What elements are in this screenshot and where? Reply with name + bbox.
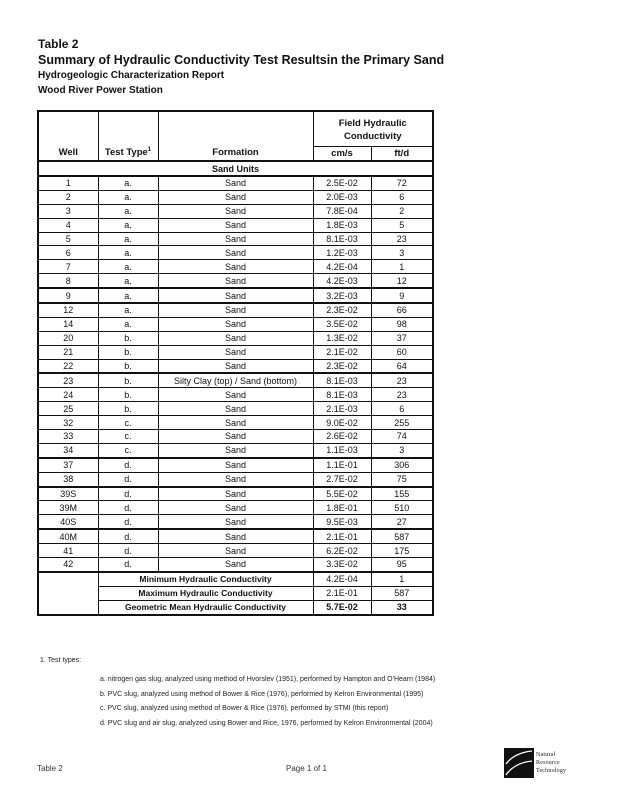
cell-test-type: c. — [98, 416, 158, 430]
table-row — [38, 288, 433, 303]
cell-ftd: 95 — [371, 558, 433, 572]
cell-cms: 4.2E-04 — [313, 260, 371, 274]
hydraulic-conductivity-table — [37, 110, 434, 616]
cell-well: 40S — [38, 515, 98, 529]
cell-ftd: 175 — [371, 544, 433, 558]
footer-table-label: Table 2 — [37, 764, 63, 773]
cell-test-type: a. — [98, 218, 158, 232]
summary-cms: 2.1E-01 — [313, 586, 371, 600]
table-row — [38, 487, 433, 501]
cell-test-type: a. — [98, 232, 158, 246]
cell-well: 32 — [38, 416, 98, 430]
table-row — [38, 176, 433, 190]
cell-well: 40M — [38, 529, 98, 543]
cell-formation: Sand — [158, 515, 313, 529]
cell-formation: Silty Clay (top) / Sand (bottom) — [158, 373, 313, 387]
cell-formation: Sand — [158, 402, 313, 416]
cell-test-type: d. — [98, 458, 158, 472]
table-row — [38, 232, 433, 246]
cell-cms: 2.0E-03 — [313, 190, 371, 204]
cell-test-type: b. — [98, 359, 158, 373]
table-row — [38, 443, 433, 457]
table-row — [38, 260, 433, 274]
cell-cms: 3.5E-02 — [313, 317, 371, 331]
cell-cms: 2.5E-02 — [313, 176, 371, 190]
table-title: Summary of Hydraulic Conductivity Test Resultsin the Primary Sand — [38, 53, 445, 67]
summary-ftd: 33 — [371, 600, 433, 614]
cell-well: 34 — [38, 443, 98, 457]
cell-test-type: a. — [98, 246, 158, 260]
cell-ftd: 306 — [371, 458, 433, 472]
cell-ftd: 255 — [371, 416, 433, 430]
cell-cms: 2.1E-03 — [313, 402, 371, 416]
table-row — [38, 359, 433, 373]
cell-test-type: c. — [98, 443, 158, 457]
cell-formation: Sand — [158, 260, 313, 274]
cell-well: 12 — [38, 303, 98, 317]
cell-test-type: d. — [98, 487, 158, 501]
footnote-marker: 1 — [147, 146, 152, 153]
cell-cms: 1.8E-03 — [313, 218, 371, 232]
cell-test-type: b. — [98, 345, 158, 359]
cell-well: 14 — [38, 317, 98, 331]
logo-line-1: Natural — [536, 752, 556, 758]
cell-test-type: a. — [98, 317, 158, 331]
footnote-item-a: a. nitrogen gas slug, analyzed using method of Hvorslev (1951), performed by Hampton and O'Hearn (1984) — [100, 676, 436, 683]
table-row — [38, 402, 433, 416]
table-row — [38, 345, 433, 359]
cell-formation: Sand — [158, 388, 313, 402]
table-row — [38, 458, 433, 472]
cell-well: 25 — [38, 402, 98, 416]
cell-well: 9 — [38, 288, 98, 303]
cell-test-type: a. — [98, 176, 158, 190]
summary-row — [38, 586, 433, 600]
cell-ftd: 6 — [371, 190, 433, 204]
cell-formation: Sand — [158, 190, 313, 204]
cell-formation: Sand — [158, 443, 313, 457]
company-logo — [504, 748, 584, 778]
summary-row — [38, 572, 433, 586]
footnote-title: 1. Test types: — [40, 657, 82, 664]
cell-well: 33 — [38, 430, 98, 444]
logo-line-2: Resource — [536, 760, 560, 766]
cell-well: 24 — [38, 388, 98, 402]
cell-cms: 8.1E-03 — [313, 373, 371, 387]
cell-formation: Sand — [158, 274, 313, 288]
cell-cms: 5.5E-02 — [313, 487, 371, 501]
cell-ftd: 60 — [371, 345, 433, 359]
summary-cms: 4.2E-04 — [313, 572, 371, 586]
cell-ftd: 74 — [371, 430, 433, 444]
cell-formation: Sand — [158, 204, 313, 218]
table-row — [38, 430, 433, 444]
summary-blank-cell — [38, 572, 98, 615]
footnote-item-c: c. PVC slug, analyzed using method of Bower & Rice (1976), performed by STMI (this report) — [100, 705, 389, 712]
cell-well: 20 — [38, 331, 98, 345]
table-row — [38, 274, 433, 288]
cell-formation: Sand — [158, 558, 313, 572]
cell-test-type: b. — [98, 402, 158, 416]
cell-ftd: 27 — [371, 515, 433, 529]
cell-test-type: b. — [98, 331, 158, 345]
cell-ftd: 98 — [371, 317, 433, 331]
cell-formation: Sand — [158, 501, 313, 515]
summary-label: Geometric Mean Hydraulic Conductivity — [98, 600, 313, 614]
cell-formation: Sand — [158, 529, 313, 543]
cell-cms: 1.1E-01 — [313, 458, 371, 472]
cell-well: 39S — [38, 487, 98, 501]
table-row — [38, 204, 433, 218]
cell-ftd: 3 — [371, 246, 433, 260]
table-row — [38, 529, 433, 543]
cell-cms: 2.7E-02 — [313, 472, 371, 486]
table-row — [38, 317, 433, 331]
cell-well: 2 — [38, 190, 98, 204]
cell-cms: 1.8E-01 — [313, 501, 371, 515]
cell-well: 37 — [38, 458, 98, 472]
summary-cms: 5.7E-02 — [313, 600, 371, 614]
cell-ftd: 2 — [371, 204, 433, 218]
cell-test-type: d. — [98, 472, 158, 486]
cell-ftd: 72 — [371, 176, 433, 190]
report-subtitle: Hydrogeologic Characterization Report — [38, 70, 225, 81]
cell-well: 4 — [38, 218, 98, 232]
cell-cms: 2.1E-02 — [313, 345, 371, 359]
cell-formation: Sand — [158, 288, 313, 303]
cell-ftd: 37 — [371, 331, 433, 345]
table-row — [38, 472, 433, 486]
cell-formation: Sand — [158, 246, 313, 260]
cell-well: 6 — [38, 246, 98, 260]
cell-well: 5 — [38, 232, 98, 246]
cell-ftd: 587 — [371, 529, 433, 543]
cell-test-type: c. — [98, 430, 158, 444]
table-row — [38, 373, 433, 387]
cell-ftd: 3 — [371, 443, 433, 457]
cell-formation: Sand — [158, 331, 313, 345]
cell-formation: Sand — [158, 303, 313, 317]
cell-ftd: 9 — [371, 288, 433, 303]
cell-ftd: 66 — [371, 303, 433, 317]
cell-well: 22 — [38, 359, 98, 373]
cell-formation: Sand — [158, 487, 313, 501]
cell-cms: 9.0E-02 — [313, 416, 371, 430]
col-header-formation: Formation — [158, 111, 313, 161]
cell-formation: Sand — [158, 544, 313, 558]
cell-test-type: d. — [98, 529, 158, 543]
cell-formation: Sand — [158, 458, 313, 472]
cell-formation: Sand — [158, 232, 313, 246]
cell-formation: Sand — [158, 218, 313, 232]
cell-ftd: 155 — [371, 487, 433, 501]
cell-cms: 6.2E-02 — [313, 544, 371, 558]
cell-cms: 8.1E-03 — [313, 232, 371, 246]
cell-test-type: a. — [98, 274, 158, 288]
cell-cms: 2.3E-02 — [313, 303, 371, 317]
footnotes — [40, 657, 435, 731]
cell-cms: 8.1E-03 — [313, 388, 371, 402]
cell-well: 7 — [38, 260, 98, 274]
cell-test-type: d. — [98, 515, 158, 529]
cell-test-type: a. — [98, 190, 158, 204]
footnote-item-d: d. PVC slug and air slug, analyzed using Bower and Rice, 1976, performed by Kelron Environmental (2004) — [100, 719, 433, 727]
cell-ftd: 12 — [371, 274, 433, 288]
col-header-cms: cm/s — [313, 147, 371, 162]
cell-well: 41 — [38, 544, 98, 558]
cell-test-type: d. — [98, 501, 158, 515]
cell-cms: 1.3E-02 — [313, 331, 371, 345]
cell-well: 23 — [38, 373, 98, 387]
cell-well: 38 — [38, 472, 98, 486]
cell-well: 21 — [38, 345, 98, 359]
cell-ftd: 1 — [371, 260, 433, 274]
table-label: Table 2 — [38, 37, 79, 51]
cell-test-type: d. — [98, 558, 158, 572]
table-row — [38, 416, 433, 430]
cell-well: 3 — [38, 204, 98, 218]
footer-page-number: Page 1 of 1 — [286, 764, 327, 773]
cell-formation: Sand — [158, 430, 313, 444]
cell-well: 8 — [38, 274, 98, 288]
document-header — [38, 37, 444, 98]
cell-ftd: 75 — [371, 472, 433, 486]
cell-cms: 3.2E-03 — [313, 288, 371, 303]
cell-test-type: d. — [98, 544, 158, 558]
logo-line-3: Technology — [536, 768, 567, 774]
table-row — [38, 558, 433, 572]
cell-ftd: 23 — [371, 388, 433, 402]
cell-ftd: 64 — [371, 359, 433, 373]
table-row — [38, 388, 433, 402]
cell-well: 39M — [38, 501, 98, 515]
table-row — [38, 218, 433, 232]
cell-test-type: a. — [98, 288, 158, 303]
section-label-sand-units: Sand Units — [38, 161, 433, 176]
cell-cms: 9.5E-03 — [313, 515, 371, 529]
site-name: Wood River Power Station — [38, 85, 163, 96]
table-row — [38, 246, 433, 260]
cell-test-type: a. — [98, 204, 158, 218]
cell-cms: 7.8E-04 — [313, 204, 371, 218]
cell-ftd: 23 — [371, 232, 433, 246]
cell-cms: 1.2E-03 — [313, 246, 371, 260]
table-row — [38, 190, 433, 204]
cell-test-type: a. — [98, 260, 158, 274]
cell-cms: 4.2E-03 — [313, 274, 371, 288]
cell-formation: Sand — [158, 345, 313, 359]
cell-cms: 2.6E-02 — [313, 430, 371, 444]
cell-ftd: 510 — [371, 501, 433, 515]
cell-formation: Sand — [158, 176, 313, 190]
table-row — [38, 331, 433, 345]
cell-formation: Sand — [158, 359, 313, 373]
cell-ftd: 6 — [371, 402, 433, 416]
logo-text — [536, 751, 566, 775]
test-type-label: Test Type — [104, 147, 148, 158]
cell-well: 1 — [38, 176, 98, 190]
table-row — [38, 303, 433, 317]
cell-formation: Sand — [158, 317, 313, 331]
cell-ftd: 5 — [371, 218, 433, 232]
logo-mark-icon — [504, 748, 534, 778]
cell-formation: Sand — [158, 472, 313, 486]
cell-well: 42 — [38, 558, 98, 572]
summary-ftd: 1 — [371, 572, 433, 586]
summary-row — [38, 600, 433, 614]
cell-cms: 2.1E-01 — [313, 529, 371, 543]
summary-label: Maximum Hydraulic Conductivity — [98, 586, 313, 600]
cell-ftd: 23 — [371, 373, 433, 387]
table-row — [38, 544, 433, 558]
col-header-well: Well — [38, 111, 98, 161]
col-header-test-type — [98, 111, 158, 161]
cell-test-type: a. — [98, 303, 158, 317]
cell-cms: 3.3E-02 — [313, 558, 371, 572]
col-header-ftd: ft/d — [371, 147, 433, 162]
cell-cms: 2.3E-02 — [313, 359, 371, 373]
cell-formation: Sand — [158, 416, 313, 430]
table-row — [38, 501, 433, 515]
cell-cms: 1.1E-03 — [313, 443, 371, 457]
summary-label: Minimum Hydraulic Conductivity — [98, 572, 313, 586]
summary-ftd: 587 — [371, 586, 433, 600]
cell-test-type: b. — [98, 373, 158, 387]
col-header-field-hydraulic-conductivity: Field Hydraulic Conductivity — [313, 111, 433, 147]
table-row — [38, 515, 433, 529]
footnote-item-b: b. PVC slug, analyzed using method of Bower & Rice (1976), performed by Kelron Environmental (1995) — [100, 690, 424, 698]
cell-test-type: b. — [98, 388, 158, 402]
